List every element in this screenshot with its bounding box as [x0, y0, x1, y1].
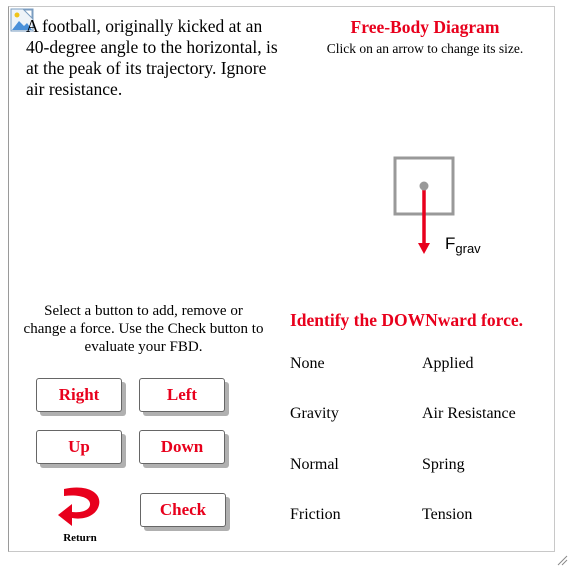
fbd-title: Free-Body Diagram — [350, 17, 500, 37]
force-symbol: F — [445, 234, 456, 253]
force-subscript: grav — [455, 241, 481, 256]
instructions-text: Select a button to add, remove or change a force. Use the Check button to evaluate your FBD. — [23, 303, 264, 355]
return-label: Return — [63, 532, 97, 544]
option-friction[interactable]: Friction — [290, 506, 341, 523]
return-arrow-icon — [56, 484, 104, 528]
option-applied[interactable]: Applied — [422, 355, 474, 372]
right-button[interactable]: Right — [36, 378, 122, 412]
left-button[interactable]: Left — [139, 378, 225, 412]
option-normal[interactable]: Normal — [290, 456, 339, 473]
up-button[interactable]: Up — [36, 430, 122, 464]
option-tension[interactable]: Tension — [422, 506, 473, 523]
problem-statement: A football, originally kicked at an 40-degree angle to the horizontal, is at the peak of its trajectory. Ignore air resistance. — [26, 16, 278, 99]
return-button[interactable] — [50, 484, 110, 548]
gravity-force-label — [445, 234, 481, 256]
identify-prompt: Identify the DOWNward force. — [290, 310, 523, 330]
resize-grip-icon[interactable] — [556, 554, 568, 566]
option-air-resistance[interactable]: Air Resistance — [422, 405, 516, 422]
down-button[interactable]: Down — [139, 430, 225, 464]
option-spring[interactable]: Spring — [422, 456, 465, 473]
option-none[interactable]: None — [290, 355, 325, 372]
object-center-dot — [420, 182, 429, 191]
option-gravity[interactable]: Gravity — [290, 405, 339, 422]
free-body-diagram — [380, 150, 500, 270]
check-button[interactable]: Check — [140, 493, 226, 527]
fbd-subtitle: Click on an arrow to change its size. — [326, 41, 524, 56]
